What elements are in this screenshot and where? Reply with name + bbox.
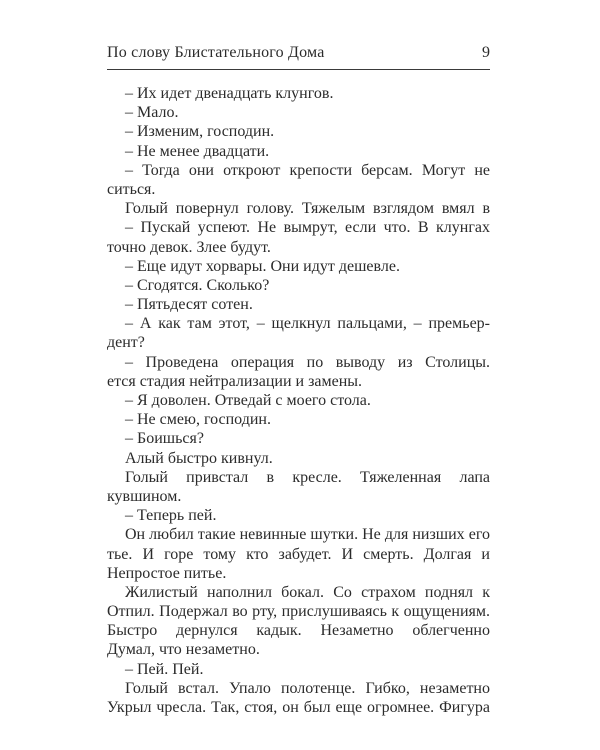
text-line: Отпил. Подержал во рту, прислушиваясь к ощущениям.	[107, 603, 490, 621]
text-line: Укрыл чресла. Так, стоя, он был еще огромнее. Фигура	[107, 699, 490, 716]
text-line: дент?	[107, 334, 145, 352]
text-line: кувшином.	[107, 487, 182, 505]
running-header-title: По слову Блистательного Дома	[107, 44, 325, 61]
text-line: Алый быстро кивнул.	[125, 449, 273, 467]
text-line: – Еще идут хорвары. Они идут дешевле.	[125, 257, 400, 275]
text-line: точно девок. Злее будут.	[107, 238, 271, 256]
text-line: – Пускай успеют. Не вымрут, если что. В клунгах	[125, 219, 490, 237]
text-line: – Мало.	[125, 104, 179, 122]
body-text	[107, 84, 490, 717]
text-line: – Тогда они откроют крепости берсам. Могут не	[125, 161, 490, 179]
text-line: Голый повернул голову. Тяжелым взглядом вмял в	[125, 200, 490, 218]
text-line: Он любил такие невинные шутки. Не для низших его	[125, 526, 490, 544]
text-line: Думал, что незаметно.	[107, 641, 260, 659]
text-line: ется стадия нейтрализации и замены.	[107, 372, 363, 390]
text-line: Жилистый наполнил бокал. Со страхом поднял к	[125, 583, 490, 601]
text-line: – А как там этот, – щелкнул пальцами, – премьер-	[125, 315, 490, 333]
text-line: – Проведена операция по выводу из Столицы.	[125, 353, 490, 371]
text-line: Голый встал. Упало полотенце. Гибко, незаметно	[125, 679, 490, 697]
page-number: 9	[482, 44, 490, 61]
text-line: – Пей. Пей.	[125, 660, 204, 678]
text-line: ситься.	[107, 180, 156, 198]
text-line: – Не смею, господин.	[125, 411, 271, 429]
text-line: – Я доволен. Отведай с моего стола.	[125, 392, 371, 409]
text-line: – Изменим, господин.	[125, 123, 275, 141]
text-line: – Боишься?	[125, 430, 204, 448]
text-line: тье. И горе тому кто забудет. И смерть. Долгая и	[107, 545, 490, 563]
text-line: Голый привстал в кресле. Тяжеленная лапа	[125, 468, 490, 486]
header-rule	[107, 69, 490, 70]
running-header	[107, 44, 490, 66]
text-line: – Не менее двадцати.	[125, 142, 270, 160]
text-line: – Пятьдесят сотен.	[125, 296, 253, 314]
text-line: – Сгодятся. Сколько?	[125, 276, 270, 294]
text-line: – Их идет двенадцать клунгов.	[125, 85, 334, 102]
text-line: Непростое питье.	[107, 564, 227, 582]
text-line: Быстро дернулся кадык. Незаметно облегченно	[107, 622, 490, 640]
text-line: – Теперь пей.	[125, 507, 217, 525]
